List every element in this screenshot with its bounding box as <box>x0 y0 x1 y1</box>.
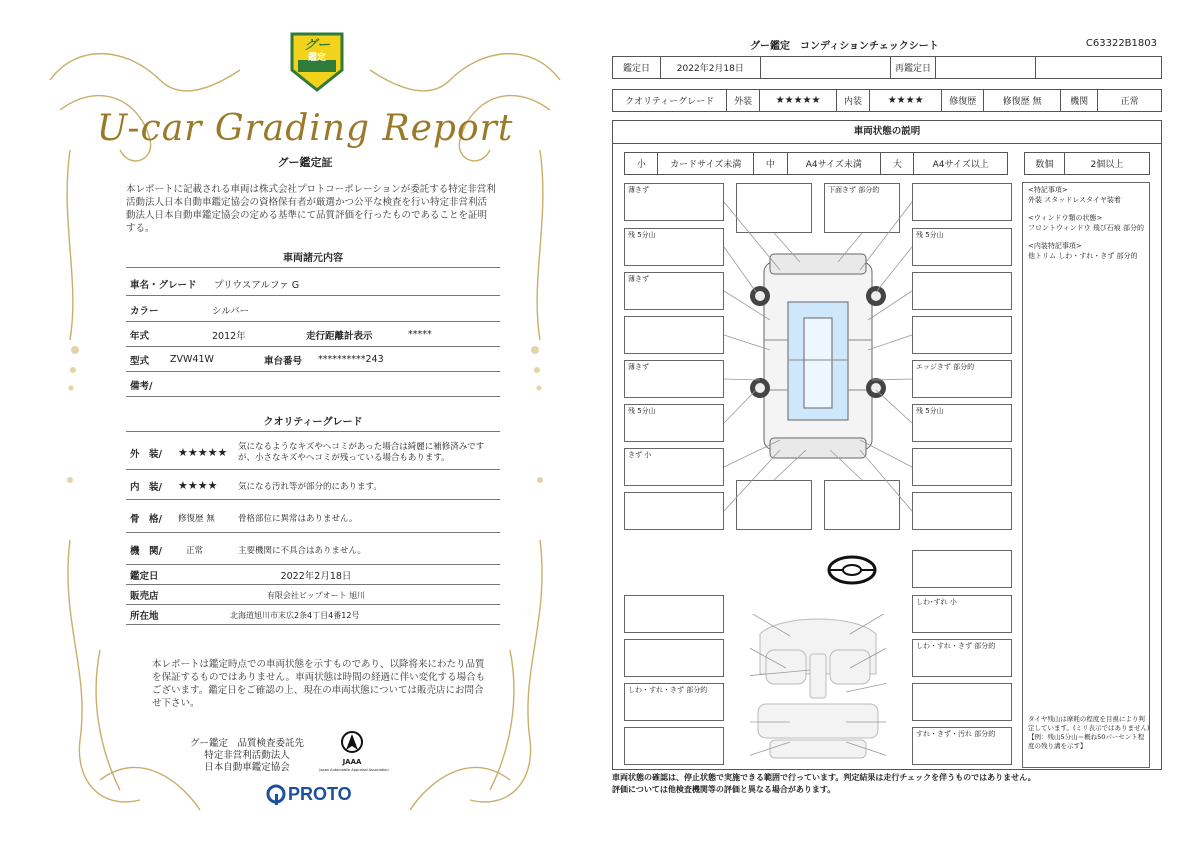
interior-box <box>912 683 1012 721</box>
jaaa-logo-icon <box>340 730 364 758</box>
interior-box <box>624 639 724 677</box>
count-legend-table: 数個 2個以上 <box>1024 152 1150 175</box>
spec-heading: 車両諸元内容 <box>283 253 343 264</box>
tire-note: タイヤ残山は摩耗の程度を目視により判定しています。(ミリ表示ではありません) 【例：残山5分山＝概ね50パーセント程度の残り溝を示す】 <box>1028 715 1150 750</box>
quality-table: クオリティーグレード 外装 ★★★★★ 内装 ★★★★ 修復歴 修復歴 無 機関 正常 <box>612 89 1162 112</box>
sheet-int-stars: ★★★★ <box>869 90 941 112</box>
tire-box: 残 5分山 <box>912 228 1012 266</box>
car-interior-diagram <box>750 614 886 764</box>
interior-stars: ★★★★ <box>178 479 218 492</box>
exterior-stars: ★★★★★ <box>178 446 228 459</box>
tire-box: 残 5分山 <box>624 404 724 442</box>
exterior-desc: 気になるようなキズやへコミがあった場合は綺麗に補修済みですが、小さなキズやヘコミが残っている場合もあります。 <box>238 441 485 463</box>
sheet-footer: 車両状態の確認は、停止状態で実施できる範囲で行っています。判定結果は走行チェックを伴うものではありません。 評価については他検査機関等の評価と異なる場合があります。 <box>612 773 1036 794</box>
row-remarks: 備考/ <box>126 373 500 397</box>
model-code: ZVW41W <box>170 354 214 365</box>
vehicle-color: シルバー <box>212 305 250 317</box>
steering-wheel-icon <box>826 554 878 586</box>
sheet-title: グー鑑定 コンディションチェックシート <box>750 41 939 52</box>
interior-box <box>624 595 724 633</box>
badge-top-text: グー <box>303 38 330 53</box>
dealer-address: 北海道旭川市末広2条4丁目4番12号 <box>230 610 360 620</box>
row-address: 所在地 北海道旭川市末広2条4丁目4番12号 <box>126 606 500 625</box>
special-note: 外装 スタッドレスタイヤ装着 <box>1028 196 1121 204</box>
certificate-intro: 本レポートに記載される車両は株式会社プロトコーポレーションが委託する特定非営利活動法人日本自動車鑑定協会の資格保有者が厳選かつ公平な検査を行い特定非営利活動法人日本自動車鑑定協会の定める基準にて品質評価を行ったものであることを証明する。 <box>126 184 496 234</box>
sheet-number: C63322B1803 <box>1085 38 1157 49</box>
sheet-date: 2022年2月18日 <box>660 57 760 79</box>
row-appraisal-date: 鑑定日 2022年2月18日 <box>126 566 500 585</box>
notes-column <box>1022 182 1150 768</box>
row-year: 年式 2012年 走行距離計表示 ***** <box>126 323 500 347</box>
proto-logo-text: PROTO <box>288 784 352 804</box>
proto-logo-icon <box>266 784 286 806</box>
row-exterior: 外 装/ ★★★★★ 気になるようなキズやへコミがあった場合は綺麗に補修済みですが、小さなキズやヘコミが残っている場合もあります。 <box>126 436 500 470</box>
mileage-value: ***** <box>408 329 432 340</box>
exterior-box: 薄きず <box>624 272 724 310</box>
certificate-note: 本レポートは鑑定時点での車両状態を示すものであり、以降将来にわたり品質を保証するものではありません。車両状態は時間の経過に伴い変化する場合もございます。鑑定日をご確認の上、現在の車両状態については販売店にお問合せ下さい。 <box>152 659 486 709</box>
sheet-ext-stars: ★★★★★ <box>760 90 837 112</box>
row-interior: 内 装/ ★★★★ 気になる汚れ等が部分的にあります。 <box>126 472 500 500</box>
tire-box: 残 5分山 <box>624 228 724 266</box>
frame-value: 修復歴 無 <box>178 513 215 524</box>
badge-bottom-text: 鑑定 <box>307 53 326 63</box>
exterior-box: 薄きず <box>624 183 724 221</box>
exterior-box: 薄きず <box>624 360 724 398</box>
report-title: U-car Grading Report <box>96 108 514 149</box>
interior-box <box>624 727 724 765</box>
interior-note: 他トリム しわ・すれ・きず 部分的 <box>1028 252 1138 260</box>
frame-desc: 骨格部位に異常はありません。 <box>238 513 358 524</box>
vehicle-name: プリウスアルファ G <box>214 279 300 291</box>
notes-text: <特記事項> 外装 スタッドレスタイヤ装着 <ウィンドウ類の状態> フロントウィンドウ 飛び石痕 部分的 <内装特記事項> 他トリム しわ・すれ・きず 部分的 <box>1028 185 1148 261</box>
row-frame: 骨 格/ 修復歴 無 骨格部位に異常はありません。 <box>126 503 500 533</box>
row-dealer: 販売店 有限会社ビップオート 旭川 <box>126 586 500 605</box>
row-model: 型式 ZVW41W 車台番号 **********243 <box>126 348 500 372</box>
interior-box: しわ・すれ・きず 部分的 <box>624 683 724 721</box>
interior-box: しわ・すれ・きず 部分的 <box>912 639 1012 677</box>
jaaa-text: JAAA <box>342 758 362 766</box>
vehicle-year: 2012年 <box>212 330 246 342</box>
grading-certificate <box>40 20 570 830</box>
date-table: 鑑定日 2022年2月18日 再鑑定日 <box>612 56 1162 79</box>
report-subtitle: グー鑑定証 <box>277 156 333 169</box>
tire-box: 残 5分山 <box>912 404 1012 442</box>
interior-box: しわ･すれ 小 <box>912 595 1012 633</box>
exterior-box: きず 小 <box>624 448 724 486</box>
row-engine: 機 関/ 正常 主要機関に不具合はありません。 <box>126 535 500 565</box>
engine-value: 正常 <box>186 545 204 556</box>
quality-heading: クオリティーグレード <box>263 417 363 428</box>
size-legend-table: 小 カードサイズ未満 中 A4サイズ未満 大 A4サイズ以上 <box>624 152 1008 175</box>
sheet-engine-value: 正常 <box>1098 90 1162 112</box>
exterior-box: 下面きず 部分的 <box>824 183 900 233</box>
interior-box: すれ・きず・汚れ 部分的 <box>912 727 1012 765</box>
exterior-box: エッジきず 部分的 <box>912 360 1012 398</box>
jaaa-subtext: Japan Automobile Appraisal Association <box>319 768 389 772</box>
condition-check-sheet <box>610 30 1165 800</box>
interior-desc: 気になる汚れ等が部分的にあります。 <box>238 481 382 492</box>
dealer-name: 有限会社ビップオート 旭川 <box>266 590 366 600</box>
engine-desc: 主要機関に不具合はありません。 <box>238 545 367 556</box>
status-heading: 車両状態の説明 <box>612 120 1162 144</box>
row-color: カラー シルバー <box>126 298 500 322</box>
row-name: 車名・グレード プリウスアルファ G <box>126 272 500 296</box>
chassis-number: **********243 <box>318 354 384 365</box>
appraisal-date: 2022年2月18日 <box>280 571 352 582</box>
interior-box <box>912 550 1012 588</box>
window-note: フロントウィンドウ 飛び石痕 部分的 <box>1028 224 1145 232</box>
issuer-block: グー鑑定 品質検査委託先 特定非営利活動法人 日本自動車鑑定協会 <box>189 738 304 773</box>
sheet-repair-value: 修復歴 無 <box>984 90 1061 112</box>
